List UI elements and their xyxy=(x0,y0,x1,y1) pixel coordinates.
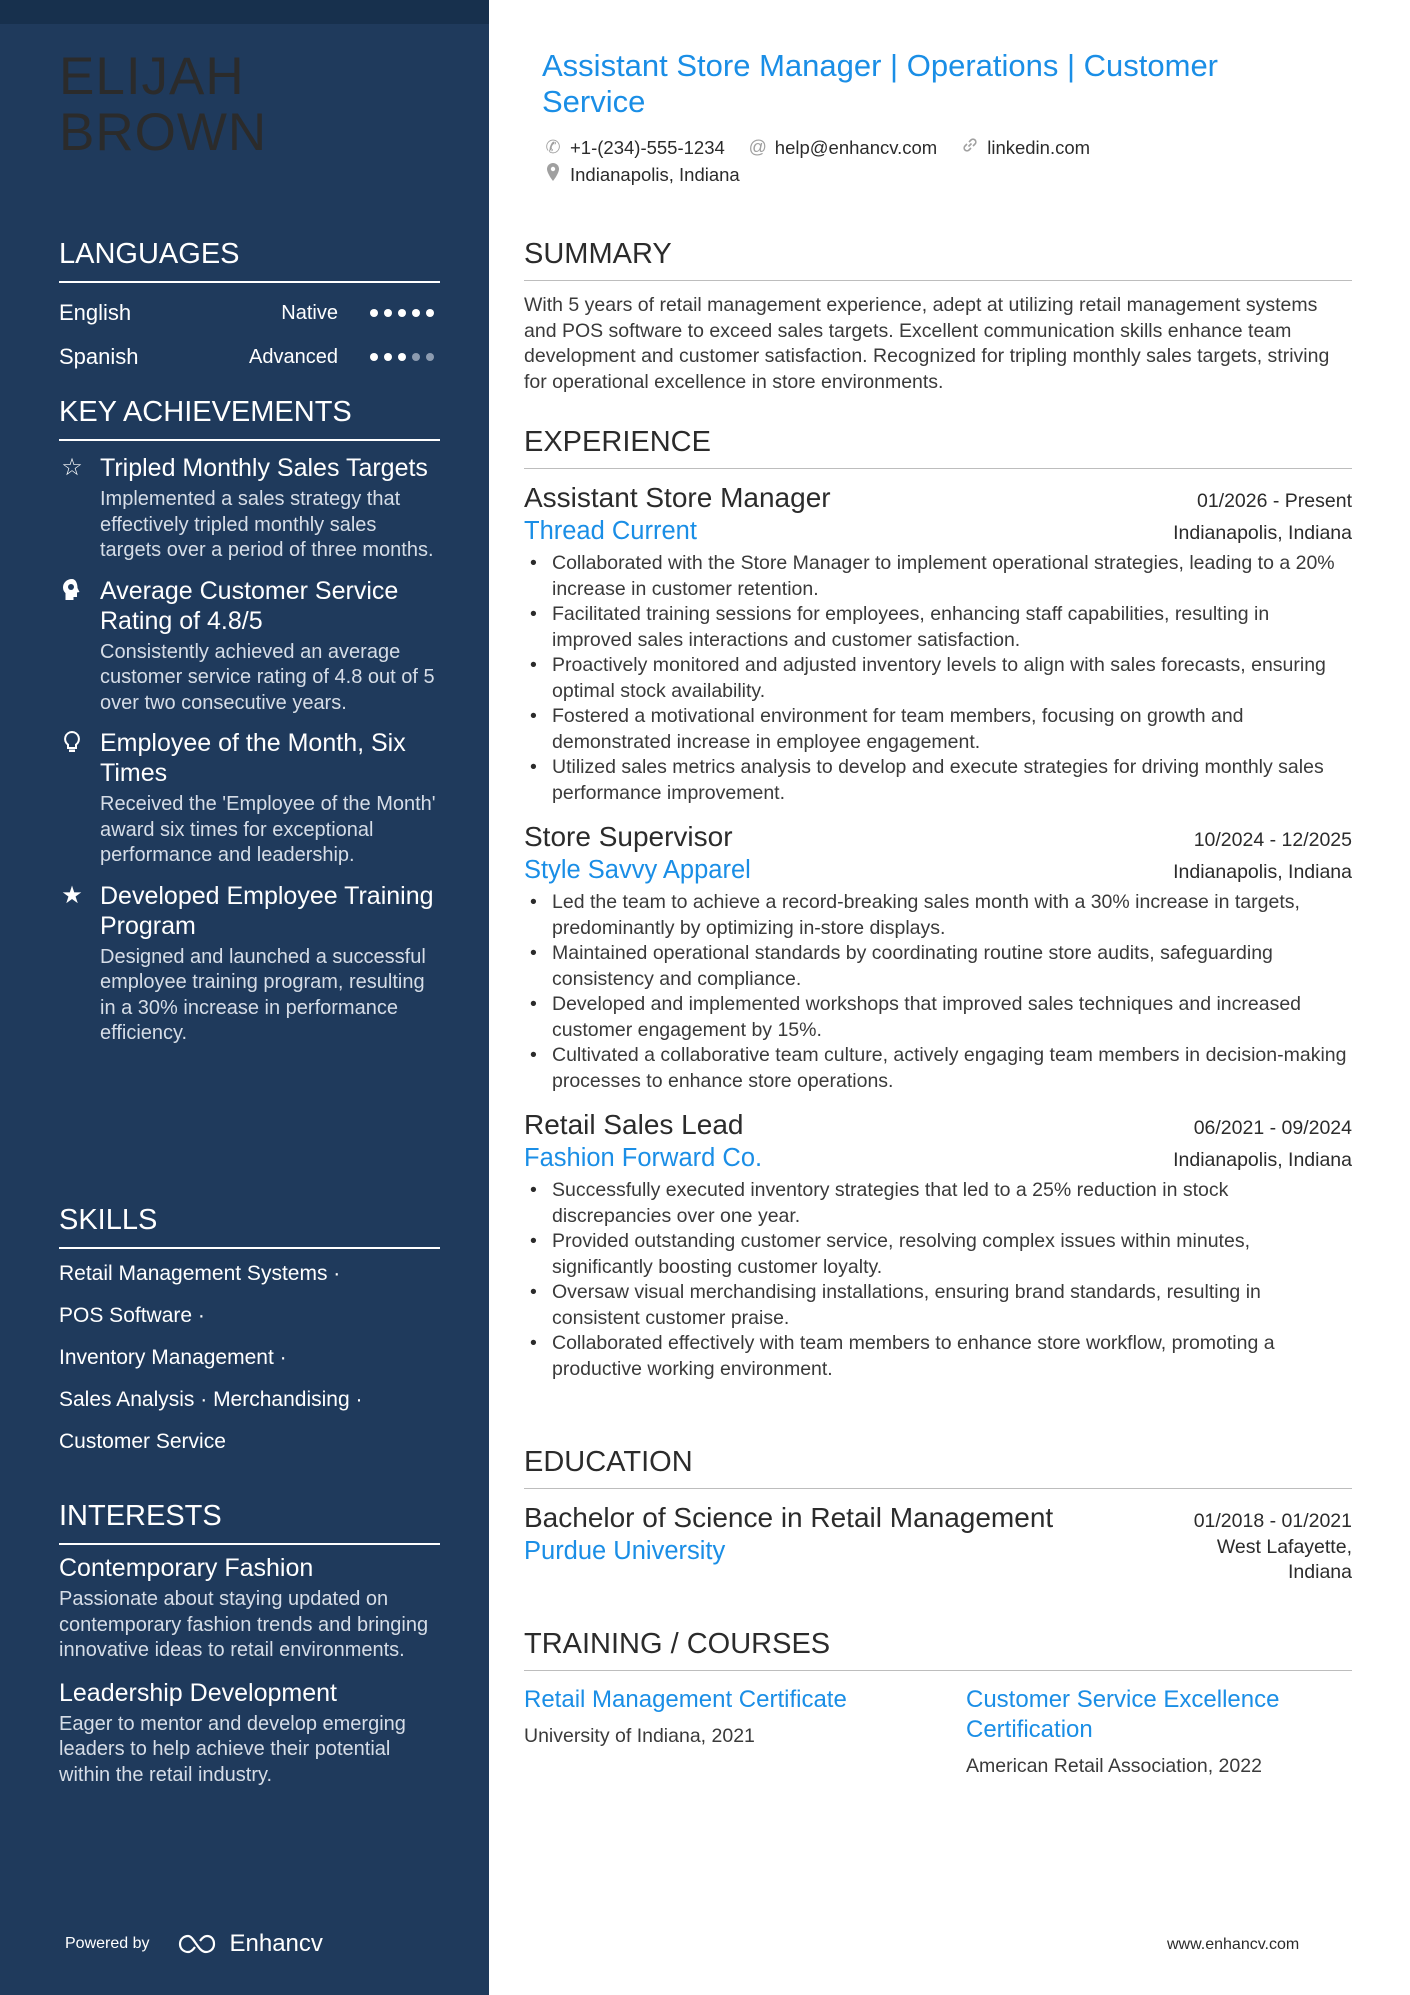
bullet-item: • Maintained operational standards by coordinating routine store audits, safeguarding consistency and compliance. xyxy=(524,941,1352,992)
rating-dot xyxy=(412,353,420,361)
education-date: 01/2018 - 01/2021 xyxy=(1193,1510,1352,1532)
name-line-1: ELIJAH xyxy=(59,47,245,106)
experience-location: Indianapolis, Indiana xyxy=(1173,861,1352,883)
education-header xyxy=(524,1501,1352,1535)
location-pin-icon xyxy=(542,162,564,187)
at-icon: @ xyxy=(748,137,767,157)
achievement-desc: Consistently achieved an average customer service rating of 4.8 out of 5 over two consecutive years. xyxy=(100,640,435,714)
achievement-item xyxy=(59,881,440,1047)
bullet-item: • Oversaw visual merchandising installations, ensuring brand standards, resulting in consistent customer praise. xyxy=(524,1280,1352,1331)
experience-company: Style Savvy Apparel xyxy=(524,856,751,884)
course-item xyxy=(966,1685,1352,1778)
summary-section xyxy=(524,236,1352,395)
bullet-item: • Utilized sales metrics analysis to develop and execute strategies for driving monthly sales performance improvement. xyxy=(524,755,1352,806)
experience-bullets xyxy=(524,551,1352,806)
experience-bullets xyxy=(524,890,1352,1094)
bullet-item: • Provided outstanding customer service, resolving complex issues within minutes, significantly boosting customer loyalty. xyxy=(524,1229,1352,1280)
experience-company: Fashion Forward Co. xyxy=(524,1144,763,1172)
language-name: Spanish xyxy=(59,344,139,369)
education-section xyxy=(524,1444,1352,1585)
language-level: Advanced xyxy=(249,345,338,368)
rating-dot xyxy=(412,309,420,317)
bullet-item: • Proactively monitored and adjusted inventory levels to align with sales forecasts, ensuring optimal stock availability. xyxy=(524,653,1352,704)
language-row xyxy=(59,291,440,335)
contact-linkedin[interactable] xyxy=(959,136,1090,159)
footer-url[interactable]: www.enhancv.com xyxy=(1167,1936,1300,1953)
contact-info xyxy=(542,134,1302,188)
education-location xyxy=(1217,1535,1352,1585)
powered-by xyxy=(65,1930,323,1958)
experience-date: 10/2024 - 12/2025 xyxy=(1193,829,1352,851)
rating-dot xyxy=(370,309,378,317)
bullet-item: • Collaborated effectively with team members to enhance store workflow, promoting a productive working environment. xyxy=(524,1331,1352,1382)
experience-bullets xyxy=(524,1178,1352,1382)
course-org: University of Indiana, 2021 xyxy=(524,1725,755,1747)
experience-entry xyxy=(524,481,1352,806)
phone-icon: ✆ xyxy=(545,137,561,157)
achievements-heading: KEY ACHIEVEMENTS xyxy=(59,394,440,441)
rating-dot xyxy=(398,309,406,317)
link-icon xyxy=(959,136,981,159)
courses-grid xyxy=(524,1685,1352,1778)
name-line-2: BROWN xyxy=(59,103,268,162)
experience-role: Store Supervisor xyxy=(524,821,733,852)
education-degree: Bachelor of Science in Retail Management xyxy=(524,1502,1054,1533)
achievement-desc: Implemented a sales strategy that effectively tripled monthly sales targets over a period of three months. xyxy=(100,488,434,561)
rating-dot xyxy=(426,309,434,317)
experience-heading: EXPERIENCE xyxy=(524,424,1352,469)
contact-line xyxy=(542,134,1302,161)
achievement-desc: Designed and launched a successful employee training program, resulting in a 30% increase in performance efficiency. xyxy=(100,945,426,1044)
skills-heading: SKILLS xyxy=(59,1202,440,1249)
language-rating xyxy=(370,353,440,361)
experience-subheader xyxy=(524,515,1352,547)
achievement-title: Tripled Monthly Sales Targets xyxy=(100,454,428,482)
language-row xyxy=(59,335,440,379)
contact-line xyxy=(542,161,1302,188)
bullet-item: • Cultivated a collaborative team culture, actively engaging team members in decision-making processes to enhance store operations. xyxy=(524,1043,1352,1094)
enhancv-logo-icon xyxy=(178,1933,222,1955)
experience-subheader xyxy=(524,1142,1352,1174)
experience-section xyxy=(524,424,1352,1396)
course-title: Retail Management Certificate xyxy=(524,1686,847,1713)
skill-line: Retail Management Systems · xyxy=(59,1262,341,1285)
interest-title: Contemporary Fashion xyxy=(59,1554,314,1582)
head-bulb-icon xyxy=(59,578,85,604)
education-heading: EDUCATION xyxy=(524,1444,1352,1489)
course-org: American Retail Association, 2022 xyxy=(966,1755,1262,1777)
achievement-item xyxy=(59,453,440,564)
achievement-title: Developed Employee Training Program xyxy=(100,881,434,940)
training-section xyxy=(524,1626,1352,1778)
language-level: Native xyxy=(281,301,338,324)
interest-title: Leadership Development xyxy=(59,1678,337,1707)
star-outline-icon: ☆ xyxy=(61,454,83,481)
experience-role: Assistant Store Manager xyxy=(524,482,831,513)
star-filled-icon: ★ xyxy=(61,881,83,909)
language-rating xyxy=(370,309,440,317)
experience-header xyxy=(524,481,1352,515)
summary-text: With 5 years of retail management experience, adept at utilizing retail management systems and POS software to exceed sales targets. Excellent communication skills enhance team development and customer satisfaction. Recognized for tripling monthly sales targets, striving for operational excellence in store environments. xyxy=(524,294,1330,393)
experience-entry xyxy=(524,820,1352,1094)
experience-header xyxy=(524,820,1352,854)
skill-line: Inventory Management · xyxy=(59,1346,287,1369)
powered-by-label: Powered by xyxy=(65,1935,150,1952)
skill-line: POS Software · xyxy=(59,1304,205,1327)
rating-dot xyxy=(370,353,378,361)
enhancv-brand: Enhancv xyxy=(229,1930,323,1957)
achievement-title: Employee of the Month, Six Times xyxy=(100,729,406,787)
education-subheader xyxy=(524,1535,1352,1585)
location-text: Indianapolis, Indiana xyxy=(570,163,740,185)
rating-dot xyxy=(384,353,392,361)
experience-location: Indianapolis, Indiana xyxy=(1173,1149,1352,1171)
lightbulb-icon xyxy=(59,730,85,756)
course-title: Customer Service Excellence Certification xyxy=(966,1686,1280,1743)
contact-phone xyxy=(542,137,725,159)
interest-desc: Passionate about staying updated on contemporary fashion trends and bringing innovative ideas to retail environments. xyxy=(59,1588,429,1661)
bullet-item: • Successfully executed inventory strategies that led to a 25% reduction in stock discrepancies over one year. xyxy=(524,1178,1352,1229)
summary-heading: SUMMARY xyxy=(524,236,1352,281)
bullet-item: • Collaborated with the Store Manager to implement operational strategies, leading to a 20% increase in customer retention. xyxy=(524,551,1352,602)
experience-header xyxy=(524,1108,1352,1142)
experience-entry xyxy=(524,1108,1352,1382)
rating-dot xyxy=(398,353,406,361)
achievement-desc: Received the 'Employee of the Month' award six times for exceptional performance and leadership. xyxy=(100,793,436,866)
languages-section xyxy=(59,236,440,379)
bullet-item: • Developed and implemented workshops that improved sales techniques and increased customer engagement by 15%. xyxy=(524,992,1352,1043)
skill-line: Sales Analysis · Merchandising · xyxy=(59,1388,363,1411)
course-item xyxy=(524,1685,910,1778)
experience-date: 01/2026 - Present xyxy=(1196,490,1352,512)
candidate-name xyxy=(59,49,267,161)
headline: Assistant Store Manager | Operations | Customer Service xyxy=(542,48,1219,119)
experience-company: Thread Current xyxy=(524,517,697,545)
achievements-section xyxy=(59,394,440,1059)
sidebar-top-bar xyxy=(0,0,489,24)
training-heading: TRAINING / COURSES xyxy=(524,1626,1352,1671)
rating-dot xyxy=(384,309,392,317)
experience-role: Retail Sales Lead xyxy=(524,1109,744,1140)
skills-section xyxy=(59,1202,440,1471)
achievement-item xyxy=(59,576,440,717)
education-school: Purdue University xyxy=(524,1537,726,1565)
education-location-line1: West Lafayette, xyxy=(1216,1536,1352,1558)
achievement-item xyxy=(59,728,440,869)
bullet-item: • Led the team to achieve a record-breaking sales month with a 30% increase in targets, predominantly by optimizing in-store displays. xyxy=(524,890,1352,941)
phone-text: +1-(234)-555-1234 xyxy=(570,136,725,158)
languages-heading: LANGUAGES xyxy=(59,236,440,283)
rating-dot xyxy=(426,353,434,361)
interests-section xyxy=(59,1498,440,1802)
enhancv-logo[interactable] xyxy=(178,1930,323,1958)
interest-desc: Eager to mentor and develop emerging leaders to help achieve their potential within the retail industry. xyxy=(59,1712,406,1786)
bullet-item: • Facilitated training sessions for employees, enhancing staff capabilities, resulting in improved sales interactions and customer satisfaction. xyxy=(524,602,1352,653)
bullet-item: • Fostered a motivational environment for team members, focusing on growth and demonstrated increase in employee engagement. xyxy=(524,704,1352,755)
experience-subheader xyxy=(524,854,1352,886)
contact-email[interactable] xyxy=(747,137,937,159)
language-name: English xyxy=(59,300,132,325)
interests-heading: INTERESTS xyxy=(59,1498,440,1545)
experience-location: Indianapolis, Indiana xyxy=(1173,522,1352,544)
skill-line: Customer Service xyxy=(59,1430,226,1453)
email-text[interactable]: help@enhancv.com xyxy=(774,136,938,158)
education-location-line2: Indiana xyxy=(1288,1561,1352,1583)
contact-location xyxy=(542,162,740,187)
linkedin-text[interactable]: linkedin.com xyxy=(987,136,1091,158)
experience-date: 06/2021 - 09/2024 xyxy=(1193,1117,1352,1139)
achievement-title: Average Customer Service Rating of 4.8/5 xyxy=(100,576,399,635)
